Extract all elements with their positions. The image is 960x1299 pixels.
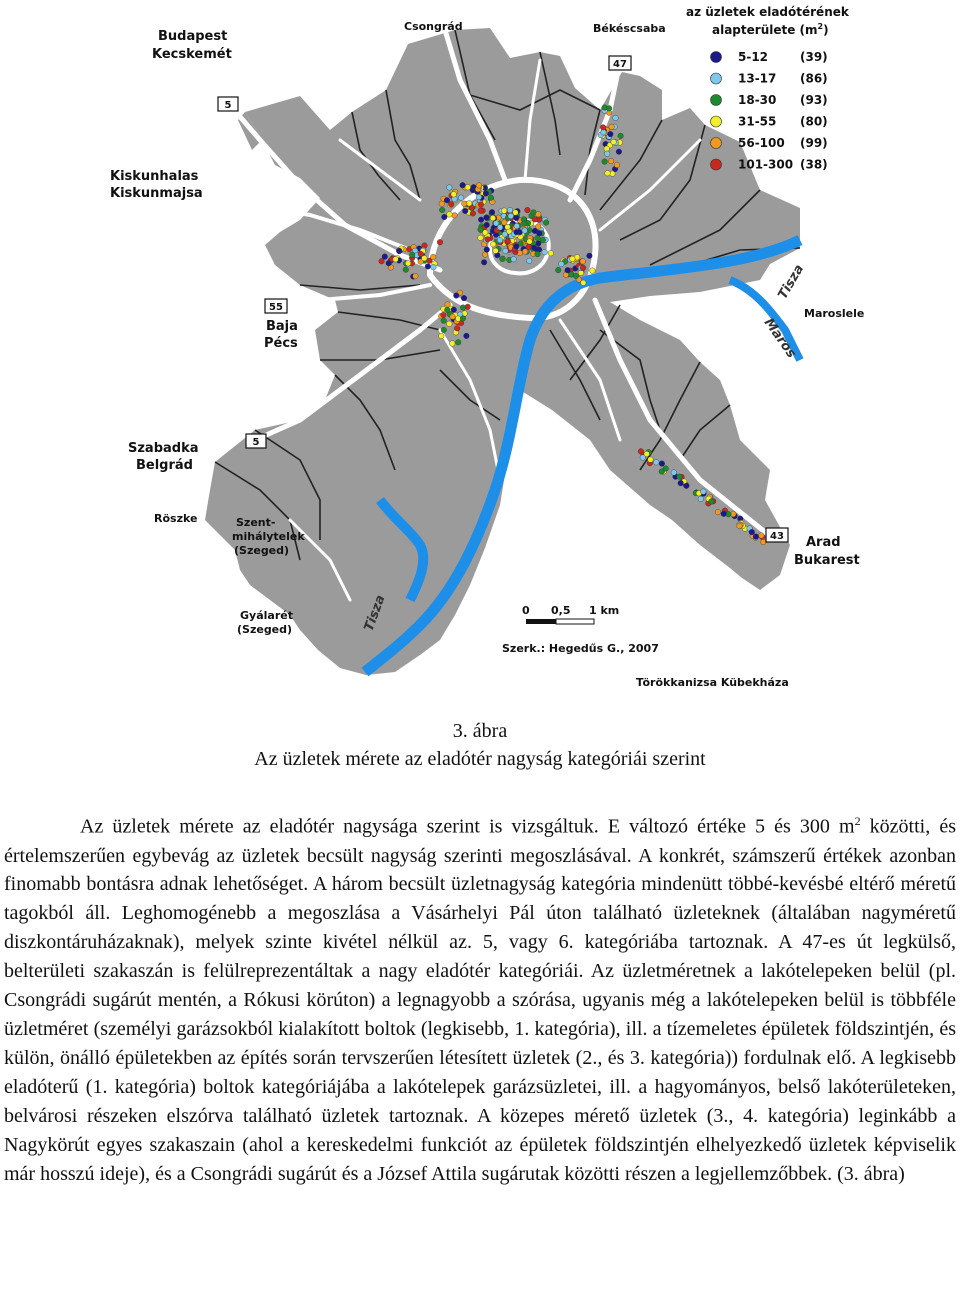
legend-title-line1: az üzletek eladótérének bbox=[686, 5, 849, 19]
shop-point bbox=[640, 455, 646, 461]
label-tisza-south: Tisza bbox=[361, 593, 389, 634]
label-torokkanizsa-kubekhaza: Törökkanizsa Kübekháza bbox=[636, 676, 789, 689]
shop-point bbox=[444, 197, 450, 203]
shop-point bbox=[663, 466, 669, 472]
label-roszke: Röszke bbox=[154, 512, 198, 525]
shop-point bbox=[447, 321, 453, 327]
shop-point bbox=[602, 159, 608, 165]
label-szabadka: Szabadka bbox=[128, 441, 199, 456]
shop-point bbox=[536, 224, 542, 230]
shop-point bbox=[536, 230, 542, 236]
shop-point bbox=[485, 237, 491, 243]
shop-point bbox=[514, 244, 520, 250]
shop-point bbox=[677, 474, 683, 480]
label-szentmihalytelek-3: (Szeged) bbox=[234, 544, 290, 557]
label-gyalaret-2: (Szeged) bbox=[237, 623, 293, 636]
shop-point bbox=[439, 207, 445, 213]
shop-point bbox=[497, 225, 503, 231]
svg-text:1 km: 1 km bbox=[589, 604, 620, 617]
shop-point bbox=[441, 318, 447, 324]
legend-swatch-2 bbox=[711, 73, 722, 84]
shop-point bbox=[580, 259, 586, 265]
legend-count-6: (38) bbox=[800, 157, 828, 172]
author-credit: Szerk.: Hegedűs G., 2007 bbox=[502, 642, 659, 655]
shop-point bbox=[659, 461, 665, 467]
shop-point bbox=[476, 183, 482, 189]
shop-point bbox=[450, 314, 456, 320]
shop-point bbox=[461, 295, 467, 301]
shop-point bbox=[470, 211, 476, 217]
shop-point bbox=[437, 239, 443, 245]
shop-point bbox=[448, 202, 454, 208]
shop-point bbox=[462, 208, 468, 214]
shop-point bbox=[458, 195, 464, 201]
shop-point bbox=[559, 261, 565, 267]
shop-point bbox=[497, 237, 503, 243]
shop-point bbox=[514, 229, 520, 235]
shop-point bbox=[761, 539, 767, 545]
shop-point bbox=[601, 130, 607, 136]
legend-title-line2: alapterülete $(m^2)$ bbox=[712, 22, 829, 37]
shop-point bbox=[678, 480, 684, 486]
shop-point bbox=[447, 212, 453, 218]
shop-point bbox=[556, 267, 562, 273]
shop-point bbox=[684, 483, 690, 489]
shop-point bbox=[501, 208, 507, 214]
shop-point bbox=[606, 106, 612, 112]
shop-point bbox=[460, 316, 466, 322]
shop-point bbox=[405, 261, 411, 267]
shop-point bbox=[614, 162, 620, 168]
shop-point bbox=[590, 268, 596, 274]
shop-point bbox=[393, 257, 399, 263]
label-budapest: Budapest bbox=[158, 29, 228, 44]
shop-point bbox=[701, 489, 707, 495]
shop-point bbox=[613, 115, 619, 121]
shop-point bbox=[460, 182, 466, 188]
shop-point bbox=[430, 254, 436, 260]
legend-count-2: (86) bbox=[800, 71, 828, 86]
shop-point bbox=[531, 245, 537, 251]
label-maros: Maros bbox=[760, 315, 799, 361]
shop-point bbox=[513, 210, 519, 216]
shop-point bbox=[382, 254, 388, 260]
shop-point bbox=[540, 237, 546, 243]
shop-point bbox=[478, 235, 484, 241]
label-szentmihalytelek-1: Szent- bbox=[236, 516, 276, 529]
legend-swatch-6 bbox=[711, 159, 722, 170]
shop-point bbox=[605, 170, 611, 176]
shop-point bbox=[500, 256, 506, 262]
label-belgrad: Belgrád bbox=[136, 458, 193, 473]
shop-point bbox=[526, 244, 532, 250]
shop-point bbox=[721, 511, 727, 517]
shop-point bbox=[525, 207, 531, 213]
label-baja: Baja bbox=[266, 319, 298, 334]
shop-point bbox=[535, 251, 541, 257]
shop-point bbox=[587, 253, 593, 259]
legend-range-3: 18-30 bbox=[738, 93, 777, 107]
legend-count-3: (93) bbox=[800, 93, 828, 107]
legend-count-4: (80) bbox=[800, 114, 828, 129]
city-land-area bbox=[205, 28, 800, 675]
legend-swatch-1 bbox=[711, 52, 722, 63]
shop-point bbox=[654, 460, 660, 466]
shop-point bbox=[671, 470, 677, 476]
shop-point bbox=[454, 326, 460, 332]
label-arad: Arad bbox=[806, 535, 841, 550]
svg-text:5: 5 bbox=[224, 100, 232, 111]
shop-point bbox=[502, 220, 508, 226]
legend-range-6: 101-300 bbox=[738, 157, 794, 172]
shop-point bbox=[715, 509, 721, 515]
shop-point bbox=[522, 221, 528, 227]
svg-text:47: 47 bbox=[613, 59, 627, 70]
shop-point bbox=[618, 133, 624, 139]
shop-point bbox=[403, 267, 409, 273]
road-shield-47 bbox=[609, 56, 631, 70]
shop-point bbox=[482, 252, 488, 258]
legend-count-1: (39) bbox=[800, 50, 828, 64]
shop-point bbox=[503, 248, 509, 254]
label-maroslele: Maroslele bbox=[804, 307, 865, 320]
label-kecskemet: Kecskemét bbox=[152, 47, 232, 62]
shop-point bbox=[608, 158, 614, 164]
shop-point bbox=[611, 139, 617, 145]
shop-point bbox=[441, 312, 447, 318]
shop-point bbox=[413, 273, 419, 279]
svg-text:0,5: 0,5 bbox=[551, 604, 571, 617]
label-kiskunhalas: Kiskunhalas bbox=[110, 169, 199, 184]
shop-point bbox=[604, 146, 610, 152]
shop-point bbox=[445, 307, 451, 313]
label-bukarest: Bukarest bbox=[794, 553, 860, 568]
label-gyalaret-1: Gyálarét bbox=[240, 609, 293, 622]
svg-text:55: 55 bbox=[269, 302, 283, 313]
shop-point bbox=[483, 191, 489, 197]
label-csongrad: Csongrád bbox=[404, 20, 463, 33]
shop-point bbox=[542, 249, 548, 255]
shop-point bbox=[397, 248, 403, 254]
shop-point bbox=[478, 202, 484, 208]
shop-point bbox=[759, 533, 765, 539]
scale-bar bbox=[522, 604, 619, 624]
shop-point bbox=[536, 212, 542, 218]
shop-point bbox=[488, 195, 494, 201]
shop-point bbox=[604, 151, 610, 157]
shop-point bbox=[502, 232, 508, 238]
shop-point bbox=[452, 213, 458, 219]
label-pecs: Pécs bbox=[264, 336, 298, 351]
shop-point bbox=[616, 149, 622, 155]
shop-point bbox=[451, 307, 457, 313]
road-shield-43 bbox=[766, 528, 788, 542]
shop-point bbox=[527, 239, 533, 245]
shop-point bbox=[462, 201, 468, 207]
label-kiskunmajsa: Kiskunmajsa bbox=[110, 186, 203, 201]
legend-swatch-3 bbox=[711, 95, 722, 106]
shop-point bbox=[478, 227, 484, 233]
shop-point bbox=[441, 327, 447, 333]
shop-point bbox=[481, 260, 487, 266]
shop-point bbox=[445, 302, 451, 308]
shop-point bbox=[484, 222, 490, 228]
svg-text:5: 5 bbox=[252, 437, 260, 448]
shop-point bbox=[465, 185, 471, 191]
shop-point bbox=[753, 534, 759, 540]
body-paragraph bbox=[4, 807, 956, 1188]
shop-point bbox=[573, 273, 579, 279]
shop-point bbox=[490, 241, 496, 247]
figure-title: Az üzletek mérete az eladótér nagyság kategóriái szerint bbox=[254, 748, 706, 770]
label-tisza-north: Tisza bbox=[775, 262, 808, 302]
shop-point bbox=[543, 220, 549, 226]
shop-point bbox=[476, 194, 482, 200]
shop-point bbox=[478, 217, 484, 223]
shop-point bbox=[609, 124, 615, 130]
legend-swatch-4 bbox=[711, 116, 722, 127]
shop-point bbox=[565, 267, 571, 273]
body-superscript: 2 bbox=[854, 814, 861, 828]
shop-point bbox=[709, 499, 715, 505]
figure-number: 3. ábra bbox=[452, 720, 508, 742]
shop-point bbox=[450, 341, 456, 347]
shop-point bbox=[425, 264, 431, 270]
shop-point bbox=[478, 208, 484, 214]
shop-point bbox=[484, 247, 490, 253]
legend-count-5: (99) bbox=[800, 136, 828, 150]
shop-point bbox=[580, 265, 586, 271]
shop-point bbox=[608, 131, 614, 137]
road-shield-55 bbox=[265, 299, 287, 313]
shop-point bbox=[493, 248, 499, 254]
shop-point bbox=[409, 252, 415, 258]
shop-point bbox=[698, 496, 704, 502]
legend-range-4: 31-55 bbox=[738, 114, 777, 129]
body-text-start: Az üzletek mérete az eladótér nagysága szerint is vizsgáltuk. E változó értéke 5 és 300 m bbox=[80, 815, 855, 838]
shop-point bbox=[511, 256, 517, 262]
shop-point bbox=[386, 260, 392, 266]
shop-point bbox=[505, 238, 511, 244]
shop-point bbox=[526, 258, 532, 264]
shop-point bbox=[484, 215, 490, 221]
road-shield-5-north bbox=[218, 97, 238, 111]
shop-point bbox=[455, 340, 461, 346]
body-text-rest: közötti, és értelemszerűen egybevág az üzletek becsült nagyság szerinti megoszlásával. A konkrét, számszerű értékek azonban finomabb bontásra adnak lehetőséget. A három becsült üzletnagyság kategória mindenütt többé-kevésbé eltérő méretű tagokból áll. Leghomogénebb a megoszlása a Vásárhelyi Pál úton található üzleteknek (általában nagyméretű diszkontáruházaknak), melyek szinte kivétel nélkül az. 5, vagy 6. kategóriába tartoznak. A 47-es út legkülső, belterületi szakaszán is felülreprezentáltak a nagy eladótér kategóriái. Az üzletméretnek a lakótelepeken belül (pl. Csongrádi sugárút mentén, a Rókusi körúton) a legnagyobb a szórása, ugyanis még a lakótelepeken belül is többféle üzletméret (személyi garázsokból kialakított boltok (legkisebb, 1. kategória), ill. a tízemeletes épületek földszintjén, és külön, önálló épületekben az építés során tervszerűen létesített üzletek (2., és 3. kategória)) fordulnak elő. A legkisebb eladóterű (1. kategória) boltok kategóriájába a lakótelepek garázsüzletei, ill. a hagyományos, belső lakóterületeken, belvárosi részeken elszórva található üzletek tartoznak. A közepes mérető üzletek (3., 4. kategória) leginkább a Nagykörút egyes szakaszain (ahol a kereskedelmi funkciót az épületek földszintjén elhelyezkedő üzletek képviselik már hosszú ideje), és a Csongrádi sugárút és a József Attila sugárutak közötti részen a legjellemzőbbek. (3. ábra) bbox=[4, 815, 956, 1185]
label-bekescsaba: Békéscsaba bbox=[593, 22, 666, 35]
svg-text:0: 0 bbox=[522, 604, 530, 617]
legend-swatch-5 bbox=[711, 138, 722, 149]
shop-point bbox=[514, 223, 520, 229]
shop-point bbox=[532, 217, 538, 223]
label-szentmihalytelek-2: mihálytelek bbox=[232, 530, 305, 543]
shop-point bbox=[431, 264, 437, 270]
shop-point bbox=[737, 523, 743, 529]
shop-point bbox=[648, 457, 654, 463]
legend-range-1: 5-12 bbox=[738, 50, 769, 64]
legend-range-2: 13-17 bbox=[738, 71, 777, 86]
shop-point bbox=[439, 333, 445, 339]
road-shield-5-south bbox=[246, 434, 266, 448]
shop-point bbox=[514, 215, 520, 221]
shop-point bbox=[749, 529, 755, 535]
svg-text:43: 43 bbox=[770, 531, 784, 542]
shop-point bbox=[442, 214, 448, 220]
shop-point bbox=[522, 249, 528, 255]
shop-point bbox=[507, 207, 513, 213]
shop-point bbox=[464, 333, 470, 339]
shop-point bbox=[508, 213, 514, 219]
shop-point bbox=[454, 293, 460, 299]
shop-point bbox=[490, 215, 496, 221]
shop-point bbox=[451, 192, 457, 198]
shop-point bbox=[447, 185, 453, 191]
shop-point bbox=[581, 280, 587, 286]
shop-point bbox=[638, 449, 644, 455]
shop-point bbox=[489, 209, 495, 215]
legend-range-5: 56-100 bbox=[738, 136, 785, 150]
shop-point bbox=[548, 250, 554, 256]
shop-point bbox=[570, 256, 576, 262]
shop-point bbox=[522, 228, 528, 234]
shop-point bbox=[422, 255, 428, 261]
shop-point bbox=[460, 305, 466, 311]
